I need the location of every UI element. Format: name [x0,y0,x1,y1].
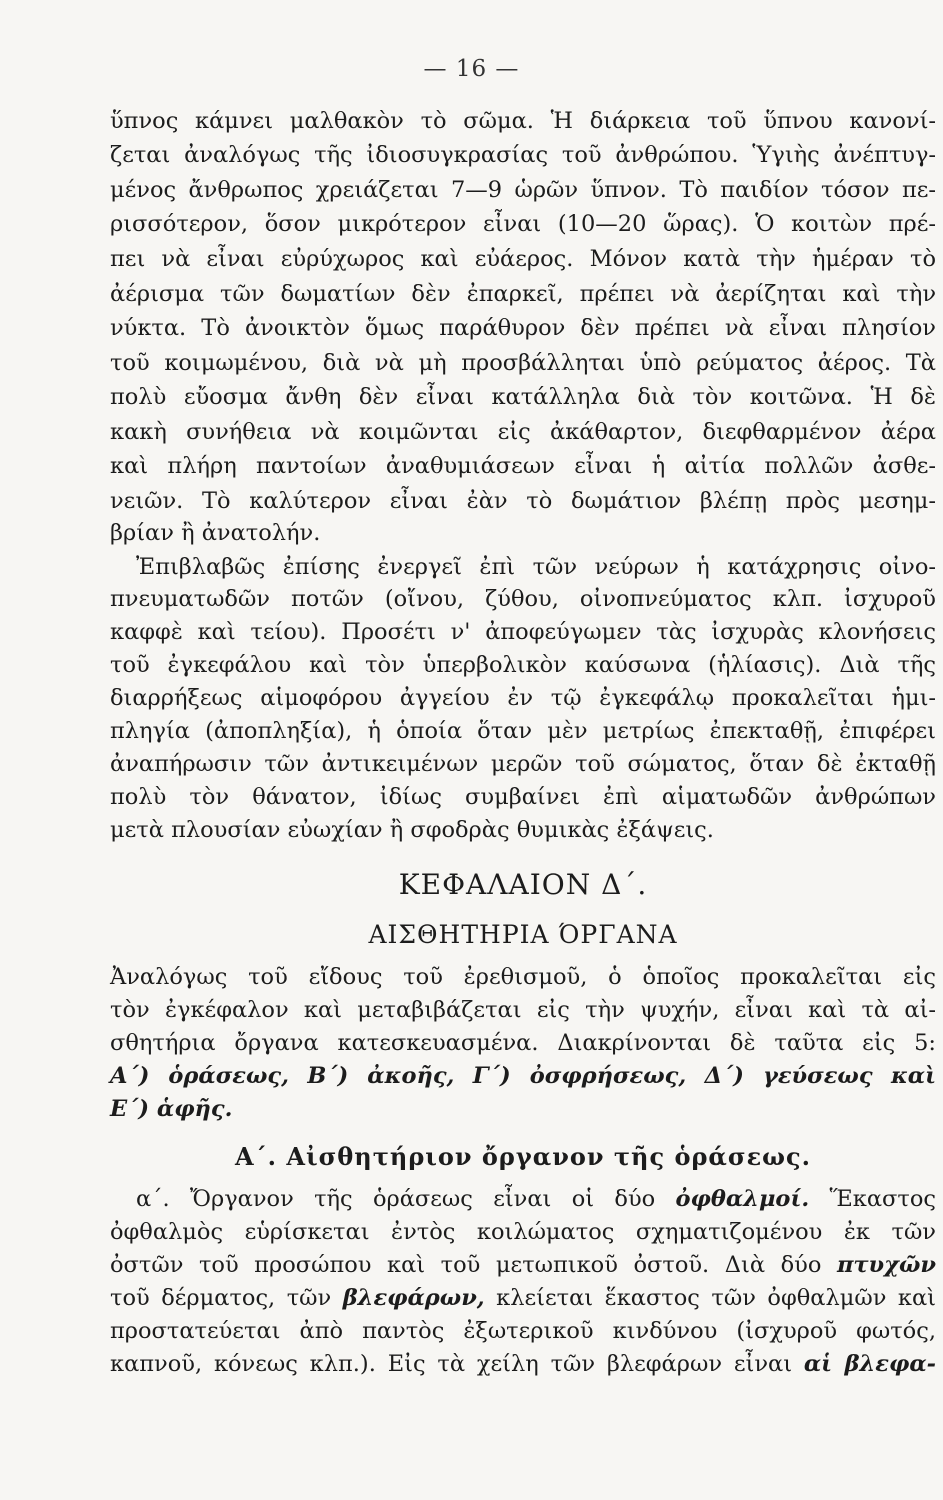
text-line: ὕπνος κάμνει μαλθακὸν τὸ σῶμα. Ἡ διάρκεια τοῦ ὕπνου κανονί- [110,108,936,134]
term-eyelashes: αἱ βλεφα- [803,1351,936,1377]
paragraph-eyes [110,1184,936,1384]
senses-list-line [110,1061,936,1091]
section-title: Α΄. Αἰσθητήριον ὄργανον τῆς ὁράσεως. [235,1142,811,1171]
text-line: πνευματωδῶν ποτῶν (οἴνου, ζύθου, οἰνοπνεύματος κλπ. ἰσχυροῦ [110,586,936,612]
sense-smell: Γ΄) ὀσφρήσεως, [472,1063,687,1089]
text-line: πολὺ τὸν θάνατον, ἰδίως συμβαίνει ἐπὶ αἱματωδῶν ἀνθρώπων [110,784,936,810]
sense-sight: Α΄) ὁράσεως, [110,1063,289,1089]
text-line: πληγία (ἀποπληξία), ἡ ὁποία ὅταν μὲν μετρίως ἐπεκταθῇ, ἐπιφέρει [110,718,936,744]
text-line: τοῦ κοιμωμένου, διὰ νὰ μὴ προσβάλληται ὑπὸ ρεύματος ἀέρος. Τὰ [110,350,936,376]
term-eyelids: βλεφάρων, [342,1285,485,1311]
text-line: καὶ πλήρη παντοίων ἀναθυμιάσεων εἶναι ἡ αἰτία πολλῶν ἀσθε- [110,453,936,479]
text-line: τοῦ δέρματος, τῶν βλεφάρων, κλείεται ἕκαστος τῶν ὀφθαλμῶν καὶ [110,1285,936,1311]
page-number: — 16 — [423,56,520,82]
text-line: ρισσότερον, ὅσον μικρότερον εἶναι (10—20 ὥρας). Ὁ κοιτὼν πρέ- [110,211,936,237]
text-line: πει νὰ εἶναι εὐρύχωρος καὶ εὐάερος. Μόνον κατὰ τὴν ἡμέραν τὸ [110,246,936,272]
text-line: νύκτα. Τὸ ἀνοικτὸν ὅμως παράθυρον δὲν πρέπει νὰ εἶναι πλησίον [110,315,936,341]
text-line: ὀφθαλμὸς εὑρίσκεται ἐντὸς κοιλώματος σχηματιζομένου ἐκ τῶν [110,1219,936,1245]
chapter-subtitle: ΑΙΣΘΗΤΗΡΙΑ ΌΡΓΑΝΑ [368,920,678,949]
sense-taste: Δ΄) γεύσεως [704,1063,873,1089]
text-line: ὀστῶν τοῦ προσώπου καὶ τοῦ μετωπικοῦ ὀστοῦ. Διὰ δύο πτυχῶν [110,1252,937,1278]
text-line: καφφὲ καὶ τείου). Προσέτι ν' ἀποφεύγωμεν τὰς ἰσχυρὰς κλονήσεις [110,619,936,645]
text-line: καπνοῦ, κόνεως κλπ.). Εἰς τὰ χείλη τῶν βλεφάρων εἶναι αἱ βλεφα- [110,1351,936,1377]
sense-touch: Ε΄) ἁφῆς. [110,1096,233,1122]
paragraph-senses [110,962,936,1142]
chapter-title: ΚΕΦΑΛΑΙΟΝ Δ΄. [398,868,648,901]
term-eyes: ὀφθαλμοί. [675,1186,810,1212]
text-line: Ἀναλόγως τοῦ εἴδους τοῦ ἐρεθισμοῦ, ὁ ὁποῖος προκαλεῖται εἰς [110,964,936,990]
text-line: προστατεύεται ἀπὸ παντὸς ἐξωτερικοῦ κινδύνου (ἰσχυροῦ φωτός, [110,1318,936,1344]
text-line: Ἐπιβλαβῶς ἐπίσης ἐνεργεῖ ἐπὶ τῶν νεύρων ἡ κατάχρησις οἰνο- [136,554,936,580]
text-line: πολὺ εὔοσμα ἄνθη δὲν εἶναι κατάλληλα διὰ τὸν κοιτῶνα. Ἡ δὲ [110,384,936,410]
paragraph-nerves [110,552,936,852]
text-line: διαρρήξεως αἱμοφόρου ἀγγείου ἐν τῷ ἐγκεφάλῳ προκαλεῖται ἡμι- [110,685,936,711]
conjunction: καὶ [890,1063,937,1089]
paragraph-sleep [110,106,936,546]
text-line: τοῦ ἐγκεφάλου καὶ τὸν ὑπερβολικὸν καύσωνα (ἡλίασις). Διὰ τῆς [110,652,936,678]
text-line: βρίαν ἢ ἀνατολήν. [110,520,321,546]
text-line: α΄. Ὄργανον τῆς ὁράσεως εἶναι οἱ δύο ὀφθαλμοί. Ἕκαστος [136,1186,936,1212]
text-line: μένος ἄνθρωπος χρειάζεται 7—9 ὡρῶν ὕπνον. Τὸ παιδίον τόσον πε- [110,177,936,203]
text-line: ζεται ἀναλόγως τῆς ἰδιοσυγκρασίας τοῦ ἀνθρώπου. Ὑγιὴς ἀνέπτυγ- [110,142,936,168]
text-line: σθητήρια ὄργανα κατεσκευασμένα. Διακρίνονται δὲ ταῦτα εἰς 5: [110,1030,936,1056]
text-line: ἀέρισμα τῶν δωματίων δὲν ἐπαρκεῖ, πρέπει νὰ ἀερίζηται καὶ τὴν [110,281,936,307]
term-folds: πτυχῶν [836,1252,937,1278]
text-line: κακὴ συνήθεια νὰ κοιμῶνται εἰς ἀκάθαρτον, διεφθαρμένον ἀέρα [110,419,936,445]
text-line: τὸν ἐγκέφαλον καὶ μεταβιβάζεται εἰς τὴν ψυχήν, εἶναι καὶ τὰ αἰ- [110,997,936,1023]
text-line: μετὰ πλουσίαν εὐωχίαν ἢ σφοδρὰς θυμικὰς ἐξάψεις. [110,817,714,843]
text-line: ἀναπήρωσιν τῶν ἀντικειμένων μερῶν τοῦ σώματος, ὅταν δὲ ἐκταθῇ [110,751,936,777]
text-line: νειῶν. Τὸ καλύτερον εἶναι ἐὰν τὸ δωμάτιον βλέπῃ πρὸς μεσημ- [110,488,936,514]
sense-hearing: Β΄) ἀκοῆς, [307,1063,455,1089]
